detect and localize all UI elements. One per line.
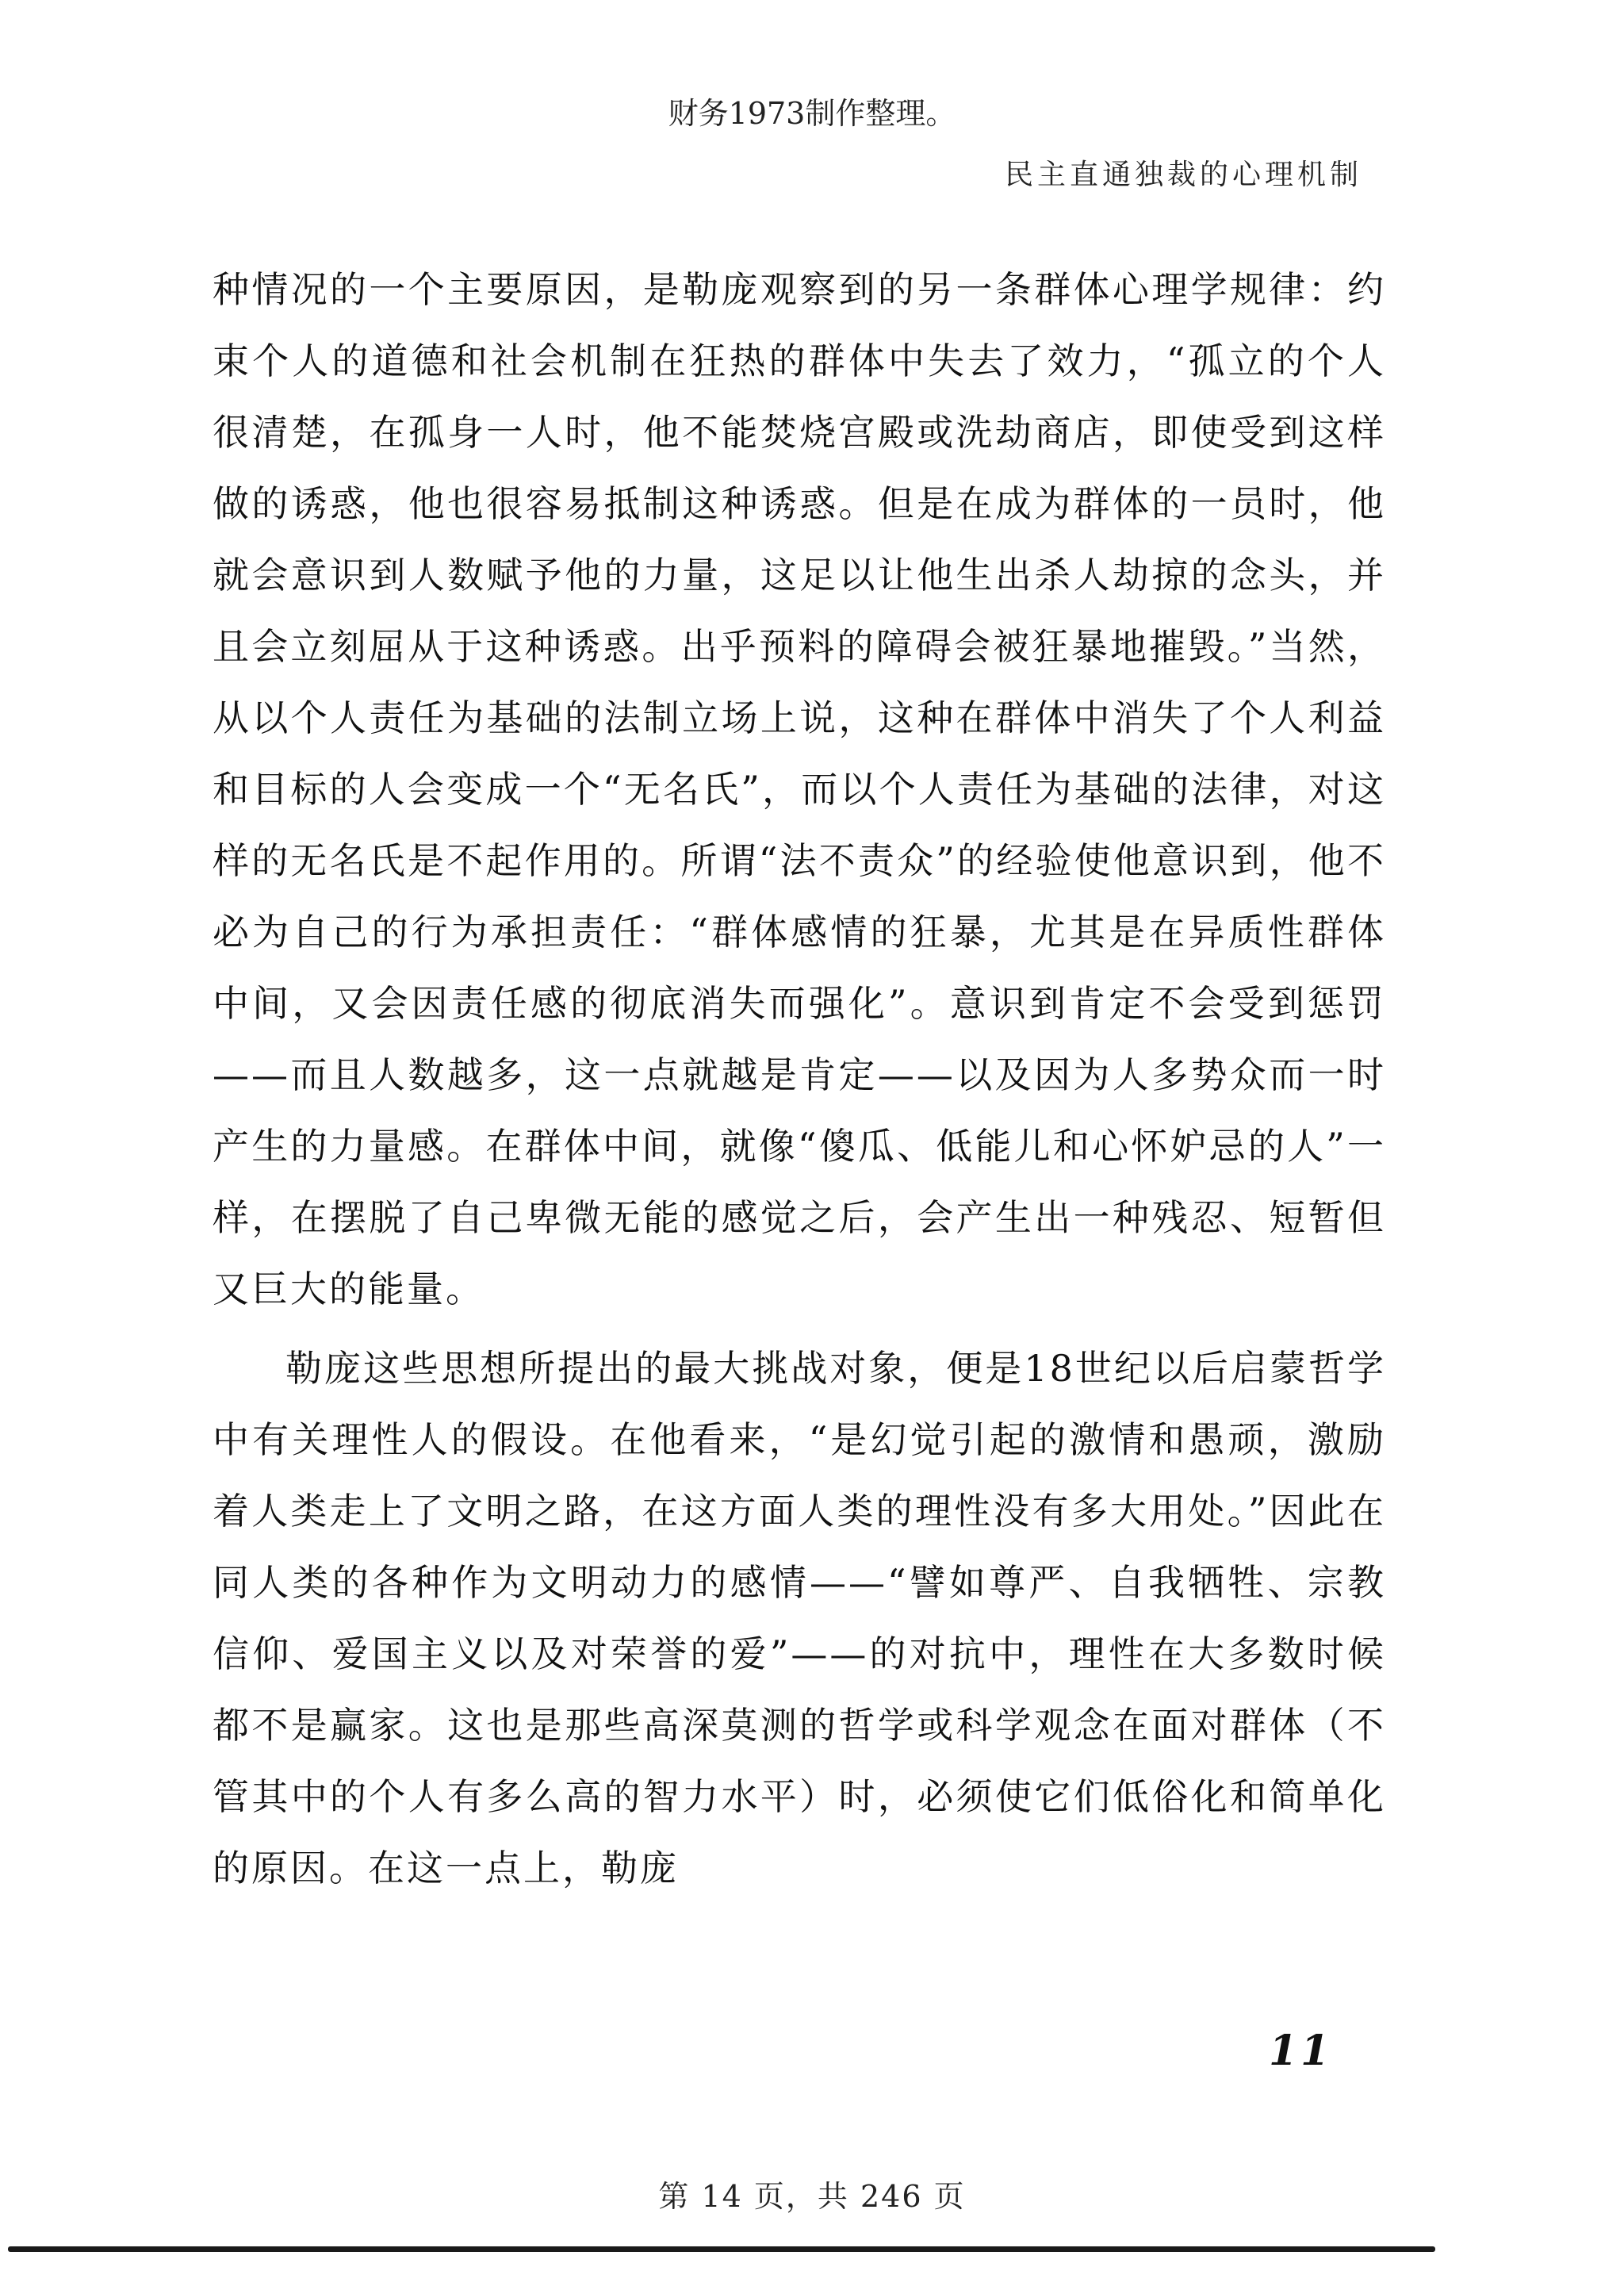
watermark-text: 财务1973制作整理。 [668,96,956,131]
footer-page-indicator: 第 14 页，共 246 页 [658,2179,966,2214]
page-number: 11 [1269,2027,1333,2075]
paragraph-1: 种情况的一个主要原因，是勒庞观察到的另一条群体心理学规律：约束个人的道德和社会机制在狂热的群体中失去了效力，“孤立的个人很清楚，在孤身一人时，他不能焚烧宫殿或洗劫商店，即使受到这样做的诱惑，他也很容易抵制这种诱惑。但是在成为群体的一员时，他就会意识到人数赋予他的力量，这足以让他生出杀人劫掠的念头，并且会立刻屈从于这种诱惑。出乎预料的障碍会被狂暴地摧毁。”当然，从以个人责任为基础的法制立场上说，这种在群体中消失了个人利益和目标的人会变成一个“无名氏”，而以个人责任为基础的法律，对这样的无名氏是不起作用的。所谓“法不责众”的经验使他意识到，他不必为自己的行为承担责任：“群体感情的狂暴，尤其是在异质性群体中间，又会因责任感的彻底消失而强化”。意识到肯定不会受到惩罚——而且人数越多，这一点就越是肯定——以及因为人多势众而一时产生的力量感。在群体中间，就像“傻瓜、低能儿和心怀妒忌的人”一样，在摆脱了自己卑微无能的感觉之后，会产生出一种残忍、短暂但又巨大的能量。 [213,268,1386,1310]
body-text [213,254,1386,1904]
running-head: 民主直通独裁的心理机制 [1004,159,1362,191]
bottom-rule [8,2246,1435,2252]
paragraph-2: 勒庞这些思想所提出的最大挑战对象，便是18世纪以后启蒙哲学中有关理性人的假设。在他看来，“是幻觉引起的激情和愚顽，激励着人类走上了文明之路，在这方面人类的理性没有多大用处。”因此在同人类的各种作为文明动力的感情——“譬如尊严、自我牺牲、宗教信仰、爱国主义以及对荣誉的爱”——的对抗中，理性在大多数时候都不是赢家。这也是那些高深莫测的哲学或科学观念在面对群体（不管其中的个人有多么高的智力水平）时，必须使它们低俗化和简单化的原因。在这一点上，勒庞 [213,1347,1386,1889]
